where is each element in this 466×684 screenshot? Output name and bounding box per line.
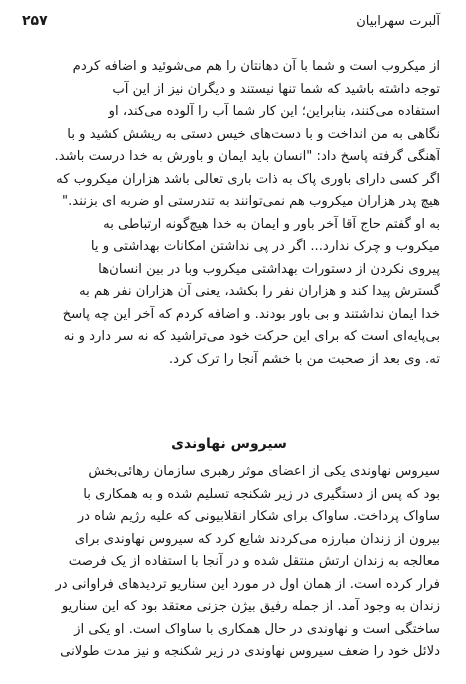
text-line: سیروس نهاوندی یکی از اعضای موثر رهبری سازمان رهائی‌بخش xyxy=(88,464,440,479)
text-line: توجه داشته باشید که شما تنها نیستند و دیگران نیز از این آب xyxy=(112,81,440,97)
text-line: ته. وی بعد از صحبت من با خشم آنجا را ترک کرد. xyxy=(168,351,440,367)
text-line: نگاهی به من انداخت و با دست‌های خیس دستی به ریشش کشید و با xyxy=(67,126,440,142)
paragraph-1 xyxy=(18,56,440,371)
text-line: اگر کسی دارای باوری پاک به ذات باری تعالی باشد هزاران میکروب که xyxy=(56,171,440,187)
page-number: ۲۵۷ xyxy=(22,13,48,29)
page-header xyxy=(22,10,440,32)
text-line: گسترش پیدا کند و هزاران نفر را بکشد، یعنی آن هزاران نفر هم به xyxy=(79,284,440,299)
text-line: فرار کرده است. از همان اول در مورد این سناریو تردیدهای فراوانی در xyxy=(55,576,440,592)
text-line: بود که پس از دستگیری در زیر شکنجه تسلیم شده و به همکاری با xyxy=(83,486,440,502)
text-line: به او گفتم حاج آقا آخر باور و ایمان به خدا هیچ‌گونه ارتباطی به xyxy=(103,216,440,232)
text-line: از میکروب است و شما با آن دهانتان را هم می‌شوئید و اضافه کردم xyxy=(72,59,440,74)
text-line: میکروب و چرک ندارد... اگر در پی نداشتن امکانات بهداشتی و یا xyxy=(90,239,440,254)
text-line: بیرون از زندان مبارزه می‌کردند شایع کرد که سیروس نهاوندی برای xyxy=(74,531,440,547)
text-line: زندان به وجود آمد. از جمله رفیق بیژن جزنی معتقد بود که این سناریو xyxy=(61,599,440,614)
text-line: ساواک پرداخت. ساواک برای شکار انقلابیونی که علیه رژیم شاه در xyxy=(77,509,440,524)
text-line: آهنگی گرفته پاسخ داد: "انسان باید ایمان و باورش به خدا درست باشد. xyxy=(54,149,440,164)
text-line: پیروی نکردن از دستورات بهداشتی میکروب وبا در بین انسان‌ها xyxy=(98,261,440,277)
text-line: ساختگی است و نهاوندی در حال همکاری با ساواک است. او یکی از xyxy=(74,621,440,637)
section-heading: سیروس نهاوندی xyxy=(171,436,287,452)
text-line: هیچ پدر هزاران میکروب هم نمی‌توانند به تندرستی او ضربه ای بزنند." xyxy=(62,194,440,209)
paragraph-2 xyxy=(18,461,440,664)
text-line: دلائل خود را ضعف سیروس نهاوندی در زیر شکنجه و نیز مدت طولانی xyxy=(60,644,440,659)
text-line: بی‌پایه‌ای است که برای این حرکت خود می‌تراشید که نه سر دارد و نه xyxy=(63,329,440,344)
text-line: استفاده می‌کنند، بنابراین؛ این کار شما آب را آلوده می‌کند، او xyxy=(108,104,440,119)
running-title: آلبرت سهرابیان xyxy=(356,13,440,29)
text-line: معالجه به زندان ارتش منتقل شده و در آنجا با استفاده از یک فرصت xyxy=(68,554,440,569)
text-line: خدا ایمان نداشتند و بی باور بودند. و اضافه کردم که آخر این چه پاسخ xyxy=(62,306,440,322)
